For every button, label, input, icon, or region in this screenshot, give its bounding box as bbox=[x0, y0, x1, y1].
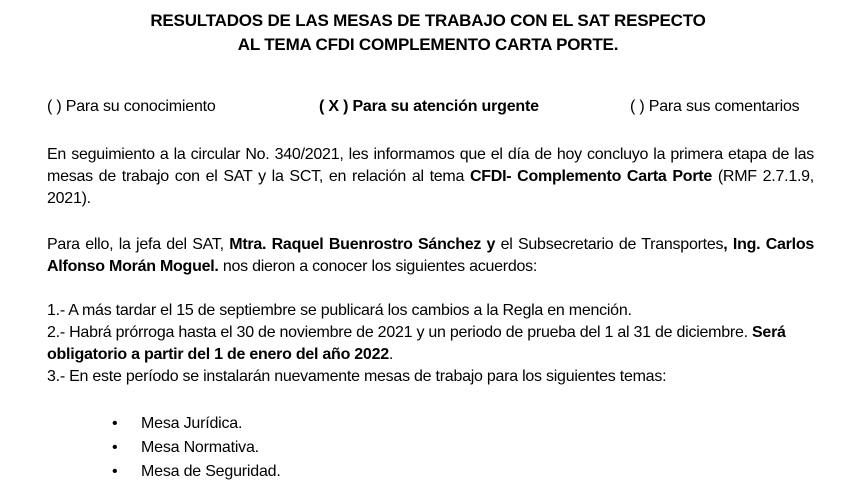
paragraph2-text3: nos dieron a conocer los siguientes acuerdos: bbox=[218, 258, 538, 275]
agreement-item-2-text: 2.- Habrá prórroga hasta el 30 de noviembre de 2021 y un periodo de prueba del 1 al 31 de diciembre. bbox=[47, 324, 752, 341]
bullet-item-label: Mesa Normativa. bbox=[141, 439, 259, 456]
bullet-item bbox=[112, 412, 242, 436]
option-comentarios: ( ) Para sus comentarios bbox=[630, 98, 800, 115]
paragraph1-text-before: En seguimiento a la circular No. 340/2021, les informamos que el día de hoy concluyo la primera etapa de las mesas de trabajo con el SAT y la SCT, en relación al tema bbox=[47, 146, 814, 185]
agreement-item-3: 3.- En este período se instalarán nuevamente mesas de trabajo para los siguientes temas: bbox=[47, 368, 667, 385]
paragraph1-bold-topic: CFDI- Complemento Carta Porte bbox=[469, 168, 713, 185]
paragraph2-text2: el Subsecretario de Transportes bbox=[495, 236, 724, 253]
agreement-item-1: 1.- A más tardar el 15 de septiembre se publicará los cambios a la Regla en mención. bbox=[47, 302, 632, 319]
document-title-line-1: RESULTADOS DE LAS MESAS DE TRABAJO CON EL SAT RESPECTO bbox=[150, 11, 706, 30]
bullet-icon: • bbox=[112, 415, 118, 432]
document-title-line-2: AL TEMA CFDI COMPLEMENTO CARTA PORTE. bbox=[237, 35, 619, 54]
agreement-item-2 bbox=[47, 322, 814, 366]
paragraph-acuerdos-intro bbox=[47, 234, 814, 278]
bullet-item-label: Mesa Jurídica. bbox=[141, 415, 243, 432]
bullet-icon: • bbox=[112, 439, 118, 456]
agreement-item-2-bold: Será obligatorio a partir del 1 de enero del año 2022 bbox=[47, 324, 786, 363]
option-atencion-urgente: ( X ) Para su atención urgente bbox=[319, 98, 539, 115]
bullet-icon: • bbox=[112, 463, 118, 480]
paragraph2-text1: Para ello, la jefa del SAT, bbox=[47, 236, 230, 253]
option-para-conocimiento: ( ) Para su conocimiento bbox=[47, 98, 216, 115]
paragraph2-bold-name2: , Ing. Carlos Alfonso Morán Moguel. bbox=[47, 236, 815, 275]
agreement-item-2-end: . bbox=[388, 346, 394, 363]
paragraph-seguimiento bbox=[47, 144, 814, 210]
bullet-item bbox=[112, 436, 259, 460]
bullet-item bbox=[112, 460, 281, 484]
bullet-item-label: Mesa de Seguridad. bbox=[141, 463, 281, 480]
paragraph2-bold-name1: Mtra. Raquel Buenrostro Sánchez y bbox=[229, 236, 496, 253]
paragraph1-text-after: (RMF 2.7.1.9, 2021). bbox=[47, 168, 815, 207]
